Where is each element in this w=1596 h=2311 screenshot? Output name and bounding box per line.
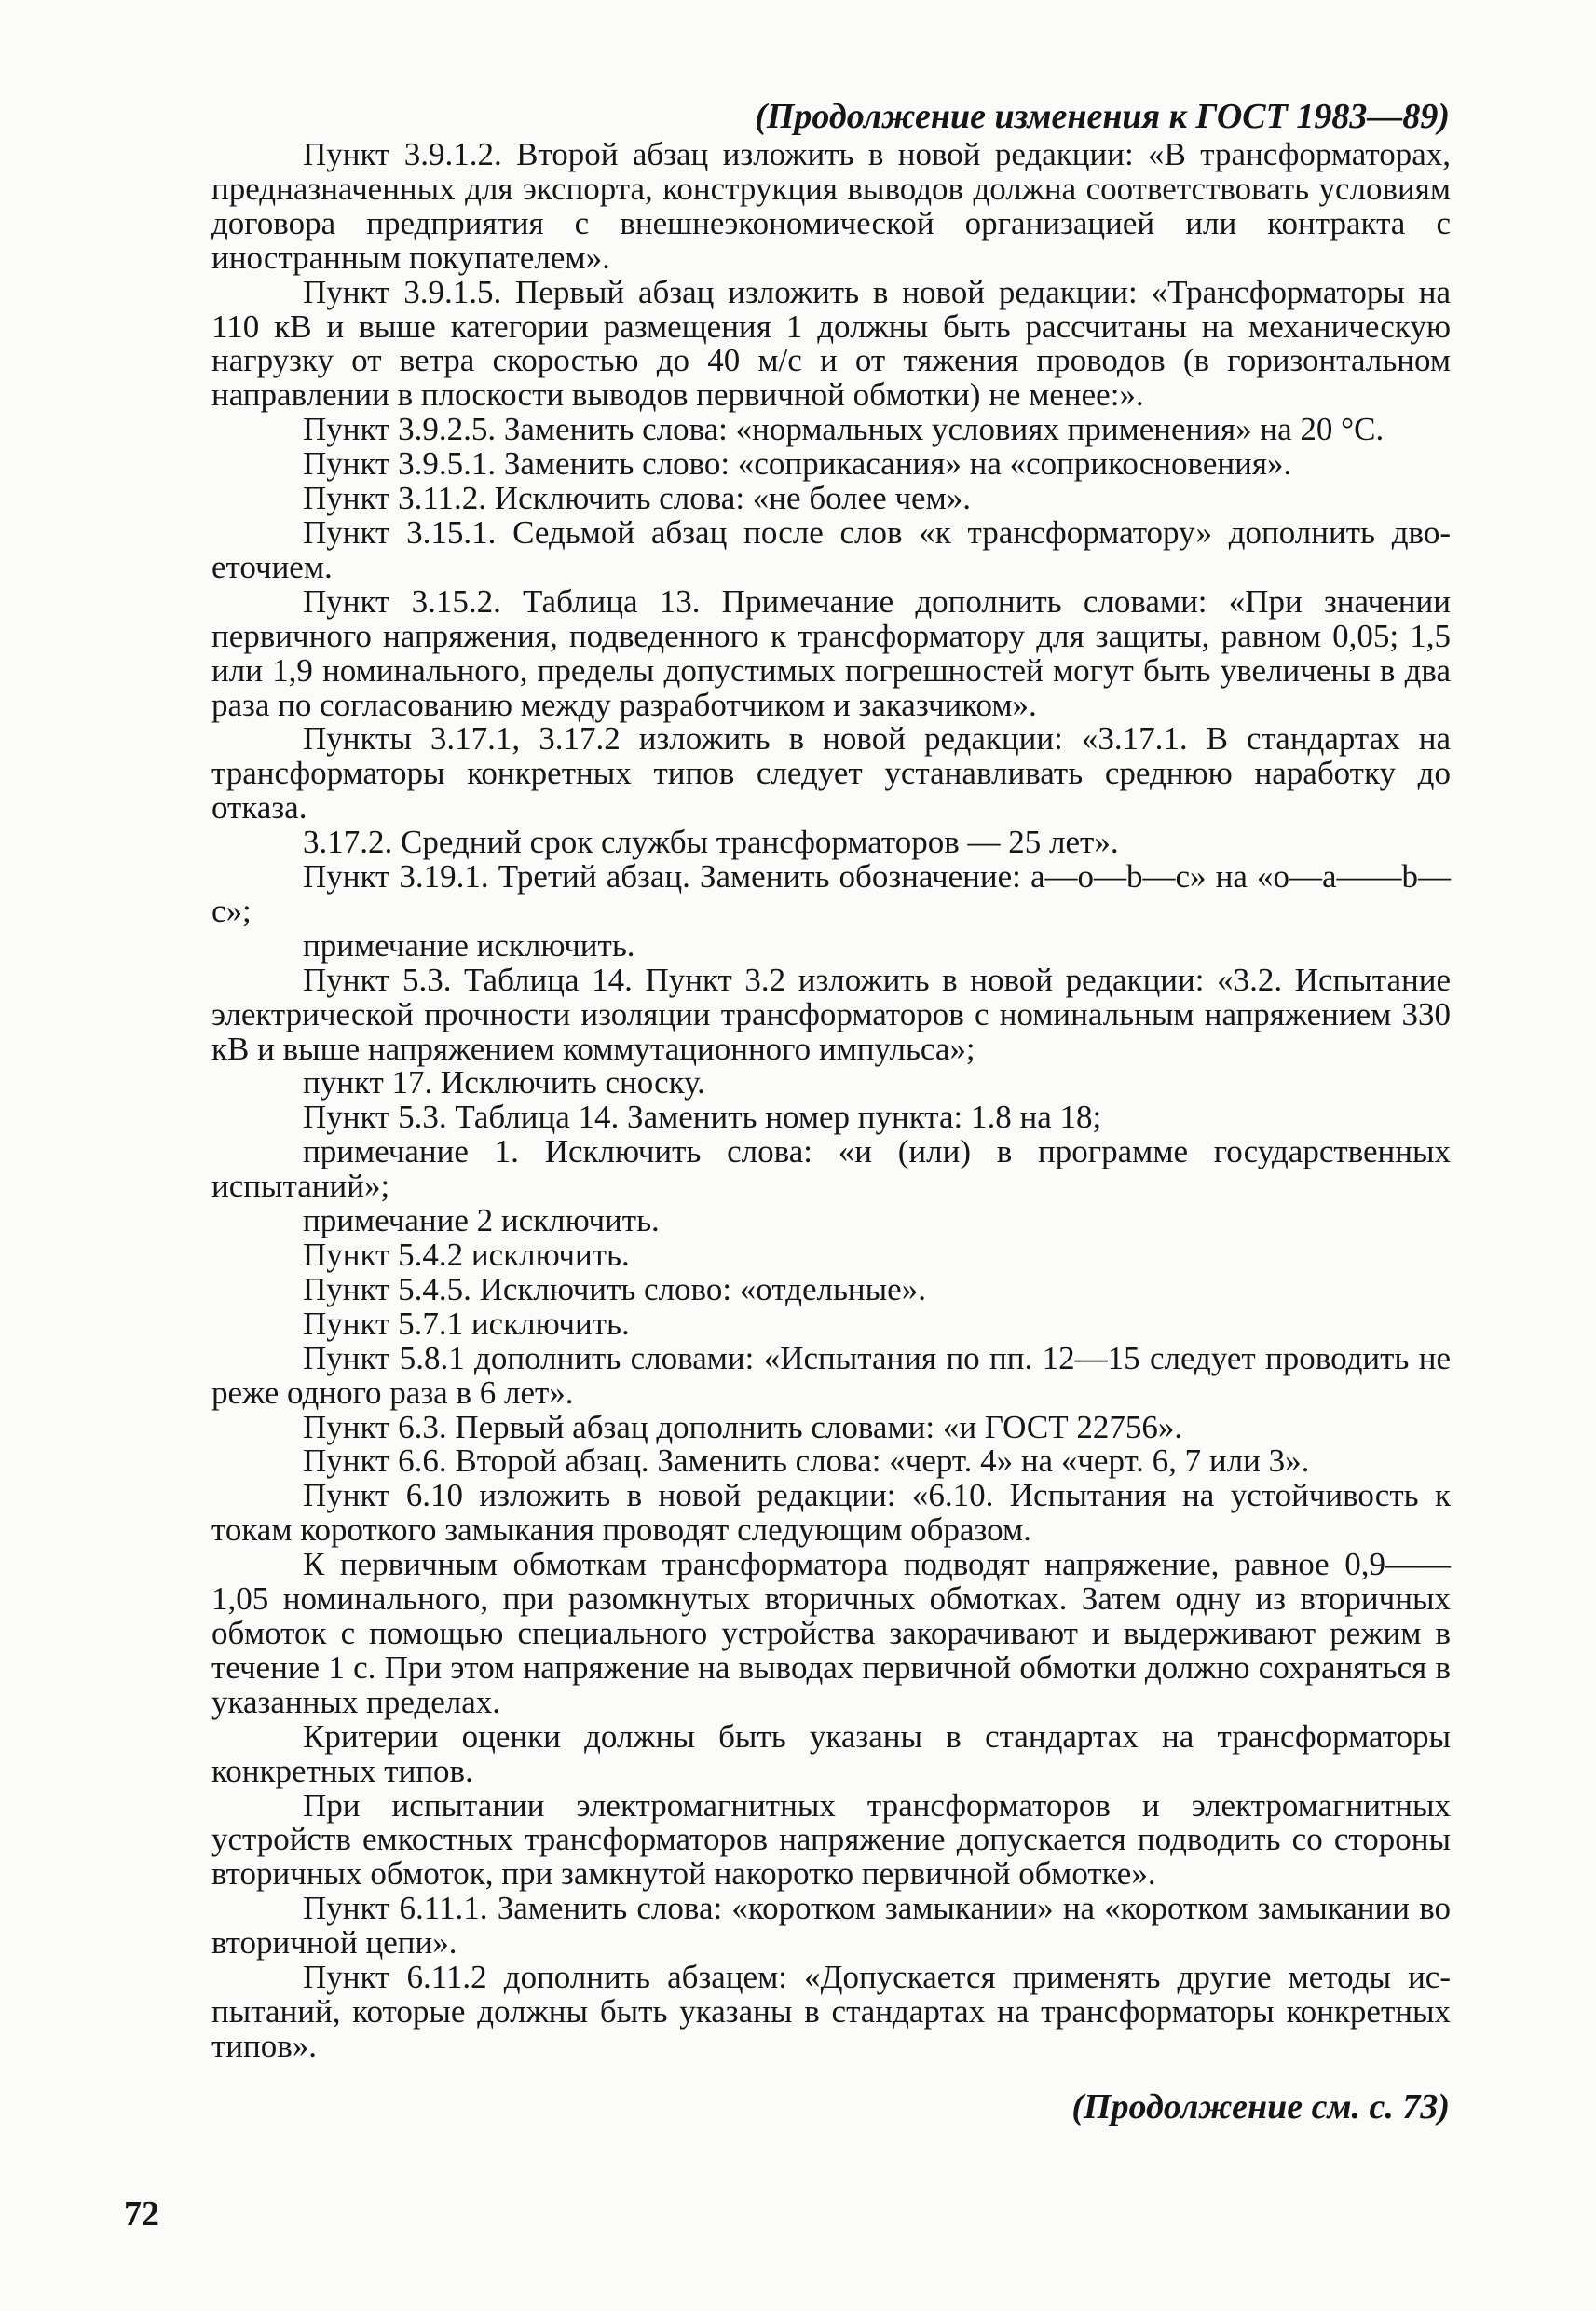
paragraph: Пункт 5.4.5. Исключить слово: «отдельные». [303, 1270, 926, 1307]
page-number: 72 [124, 2195, 159, 2234]
running-header: (Продолжение изменения к ГОСТ 1983—89) [755, 97, 1450, 136]
paragraph: пункт 17. Исключить сноску. [303, 1064, 705, 1101]
paragraph: Пункт 3.9.1.5. Первый абзац изложить в новой редакции: «Трансформаторы на 110 кВ и выше категории размещения 1 должны быть рассчитаны на механическую нагрузку от ветра скоростью до 40 м/с и от тяжения проводов (в горизонтальном направлении в плоскости выводов первичной обмотки) не менее:». [211, 273, 1451, 414]
paragraph: примечание 2 исключить. [303, 1202, 660, 1239]
paragraph: 3.17.2. Средний срок службы трансформаторов — 25 лет». [303, 824, 1119, 861]
paragraph: Пункты 3.17.1, 3.17.2 изложить в новой редакции: «3.17.1. В стандартах на трансформаторы конкретных типов следует устанавливать среднюю наработку до отказа. [211, 720, 1451, 827]
paragraph: Пункт 5.8.1 дополнить словами: «Испытания по пп. 12—15 следует проводить не реже одного раза в 6 лет». [211, 1339, 1451, 1411]
paragraph: Пункт 6.11.1. Заменить слова: «коротком замыкании» на «коротком замыкании во вторичной цепи». [211, 1890, 1451, 1962]
paragraph: Пункт 3.9.1.2. Второй абзац изложить в новой редакции: «В трансформаторах, предназначенных для экспорта, конструкция выводов должна соответствовать условиям договора предприятия с внешнеэкономической организацией или контракта с иностранным покупателем». [211, 136, 1451, 276]
paragraph: Пункт 3.15.1. Седьмой абзац после слов «к трансформатору» дополнить двоеточием. [211, 513, 1451, 585]
paragraph: примечание исключить. [303, 926, 635, 964]
paragraph: Пункт 3.11.2. Исключить слова: «не более чем». [303, 480, 971, 517]
paragraph: К первичным обмоткам трансформатора подводят напряжение, равное 0,9——1,05 номинального, при разомкнутых вторичных обмотках. Затем одну из вторичных обмоток с помощью специального устройства закорачивают и выдерживают режим в течение 1 с. При этом напряжение на выводах первичной обмотки должно сохраняться в указанных пределах. [211, 1546, 1451, 1720]
paragraph: Пункт 3.19.1. Третий абзац. Заменить обозначение: а—о—b—с» на «о—а——b—с»; [211, 858, 1451, 929]
continued-note: (Продолжение см. с. 73) [1071, 2087, 1450, 2126]
paragraph: Пункт 5.3. Таблица 14. Заменить номер пункта: 1.8 на 18; [303, 1099, 1102, 1136]
paragraph: При испытании электромагнитных трансформаторов и электромагнитных устройств емкостных трансформаторов напряжение допускается подводить со стороны вторичных обмоток, при замкнутой накоротко первичной обмотке». [211, 1786, 1451, 1893]
paragraph: Пункт 6.10 изложить в новой редакции: «6.10. Испытания на устойчивость к токам короткого замыкания проводят следующим образом. [211, 1477, 1451, 1549]
paragraph: Пункт 5.4.2 исключить. [303, 1237, 630, 1273]
paragraph: Пункт 3.15.2. Таблица 13. Примечание дополнить словами: «При значении первичного напряжения, подведенного к трансформатору для защиты, равном 0,05; 1,5 или 1,9 номинального, пределы допустимых погрешностей могут быть увеличены в два раза по согласованию между разработчиком и заказчиком». [211, 582, 1451, 723]
paragraph: Пункт 6.11.2 дополнить абзацем: «Допускается применять другие методы испытаний, которые должны быть указаны в стандартах на трансформаторы конкретных типов». [211, 1959, 1451, 2064]
paragraph: Пункт 3.9.2.5. Заменить слова: «нормальных условиях применения» на 20 °С. [303, 411, 1385, 448]
paragraph: примечание 1. Исключить слова: «и (или) в программе государственных испытаний»; [211, 1133, 1451, 1205]
body-text [211, 138, 1451, 2064]
paragraph: Пункт 5.3. Таблица 14. Пункт 3.2 изложить в новой редакции: «3.2. Испытание электрической прочности изоляции трансформаторов с номинальным напряжением 330 кВ и выше напряжением коммутационного импульса»; [211, 961, 1451, 1067]
paragraph: Пункт 3.9.5.1. Заменить слово: «соприкасания» на «соприкосновения». [303, 445, 1292, 483]
paragraph: Пункт 5.7.1 исключить. [303, 1305, 630, 1342]
paragraph: Критерии оценки должны быть указаны в стандартах на трансформаторы конкретных типов. [211, 1717, 1451, 1789]
paragraph: Пункт 6.6. Второй абзац. Заменить слова: «черт. 4» на «черт. 6, 7 или 3». [303, 1443, 1310, 1480]
paragraph: Пункт 6.3. Первый абзац дополнить словами: «и ГОСТ 22756». [303, 1408, 1183, 1445]
